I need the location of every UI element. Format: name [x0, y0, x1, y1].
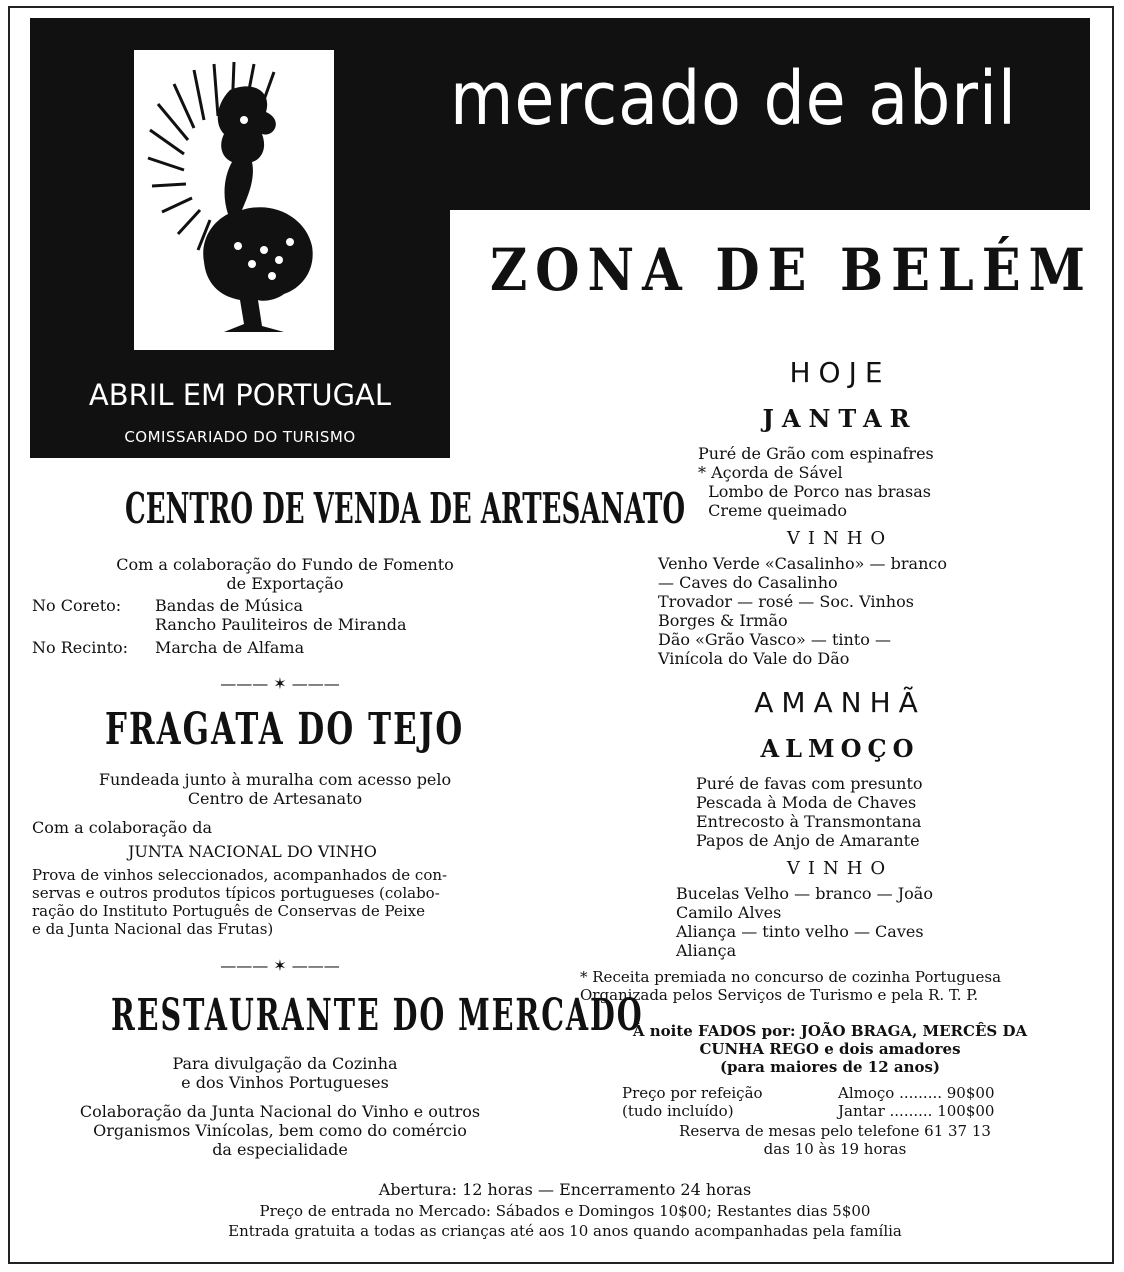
price-label: Preço por refeição (tudo incluído): [622, 1084, 763, 1120]
section-title-artesanato: CENTRO DE VENDA DE ARTESANATO: [125, 484, 686, 533]
recinto-value: Marcha de Alfama: [155, 638, 305, 657]
entry-price: Preço de entrada no Mercado: Sábados e Domingos 10$00; Restantes dias 5$00: [259, 1202, 871, 1220]
coreto-label: No Coreto:: [32, 596, 122, 615]
opening-hours: Abertura: 12 horas — Encerramento 24 horas: [378, 1180, 752, 1199]
logo-name: ABRIL EM PORTUGAL: [88, 378, 392, 412]
divider: ——— ✶ ———: [220, 956, 340, 975]
section-title-restaurante: RESTAURANTE DO MERCADO: [111, 990, 644, 1041]
fragata-description: Prova de vinhos seleccionados, acompanhados de con- servas e outros produtos típicos portugueses (colabo- ração do Instituto Português de Conservas de Peixe e da Junta Nacional das Frutas): [32, 866, 448, 938]
heading-jantar: JANTAR: [762, 404, 918, 433]
heading-vinho: VINHO: [786, 528, 894, 549]
divider: ——— ✶ ———: [220, 674, 340, 693]
heading-amanha: AMANHÃ: [754, 686, 926, 719]
page-title: mercado de abril: [450, 56, 1017, 142]
coreto-value: Bandas de Música Rancho Pauliteiros de Miranda: [155, 596, 407, 634]
logo-subtitle: COMISSARIADO DO TURISMO: [124, 428, 356, 446]
restaurante-intro: Para divulgação da Cozinha e dos Vinhos Portugueses: [172, 1054, 398, 1092]
free-entry: Entrada gratuita a todas as crianças até aos 10 anos quando acompanhadas pela família: [228, 1222, 902, 1240]
fragata-intro: Fundeada junto à muralha com acesso pelo Centro de Artesanato: [98, 770, 452, 808]
logo-image: [134, 50, 334, 350]
price-dinner: Jantar ......... 100$00: [838, 1102, 995, 1120]
recinto-label: No Recinto:: [32, 638, 129, 657]
zone-heading: ZONA DE BELÉM: [490, 236, 1093, 304]
jantar-wines: Venho Verde «Casalinho» — branco — Caves do Casalinho Trovador — rosé — Soc. Vinhos Borges & Irmão Dão «Grão Vasco» — tinto — Vinícola do Vale do Dão: [658, 554, 947, 668]
jantar-menu: Puré de Grão com espinafres * Açorda de Sável Lombo de Porco nas brasas Creme queimado: [698, 444, 934, 520]
reservation-info: Reserva de mesas pelo telefone 61 37 13 das 10 às 19 horas: [679, 1122, 991, 1158]
section-title-fragata: FRAGATA DO TEJO: [105, 704, 465, 755]
heading-almoco: ALMOÇO: [760, 734, 920, 763]
fados-info: À noite FADOS por: JOÃO BRAGA, MERCÊS DA CUNHA REGO e dois amadores (para maiores de 12 anos): [632, 1022, 1028, 1076]
artesanato-intro: Com a colaboração do Fundo de Fomento de Exportação: [116, 555, 454, 593]
rooster-icon: [134, 50, 334, 350]
restaurante-collab: Colaboração da Junta Nacional do Vinho e outros Organismos Vinícolas, bem como do comércio da especialidade: [79, 1102, 481, 1159]
almoco-menu: Puré de favas com presunto Pescada à Moda de Chaves Entrecosto à Transmontana Papos de Anjo de Amarante: [696, 774, 923, 850]
junta-name: JUNTA NACIONAL DO VINHO: [128, 842, 377, 861]
heading-vinho: VINHO: [786, 858, 894, 879]
almoco-wines: Bucelas Velho — branco — João Camilo Alves Aliança — tinto velho — Caves Aliança: [676, 884, 933, 960]
recipe-note: * Receita premiada no concurso de cozinha Portuguesa Organizada pelos Serviços de Turismo e pela R. T. P.: [580, 968, 1002, 1004]
heading-hoje: HOJE: [789, 356, 891, 389]
price-lunch: Almoço ......... 90$00: [838, 1084, 995, 1102]
fragata-collab: Com a colaboração da: [32, 818, 213, 837]
